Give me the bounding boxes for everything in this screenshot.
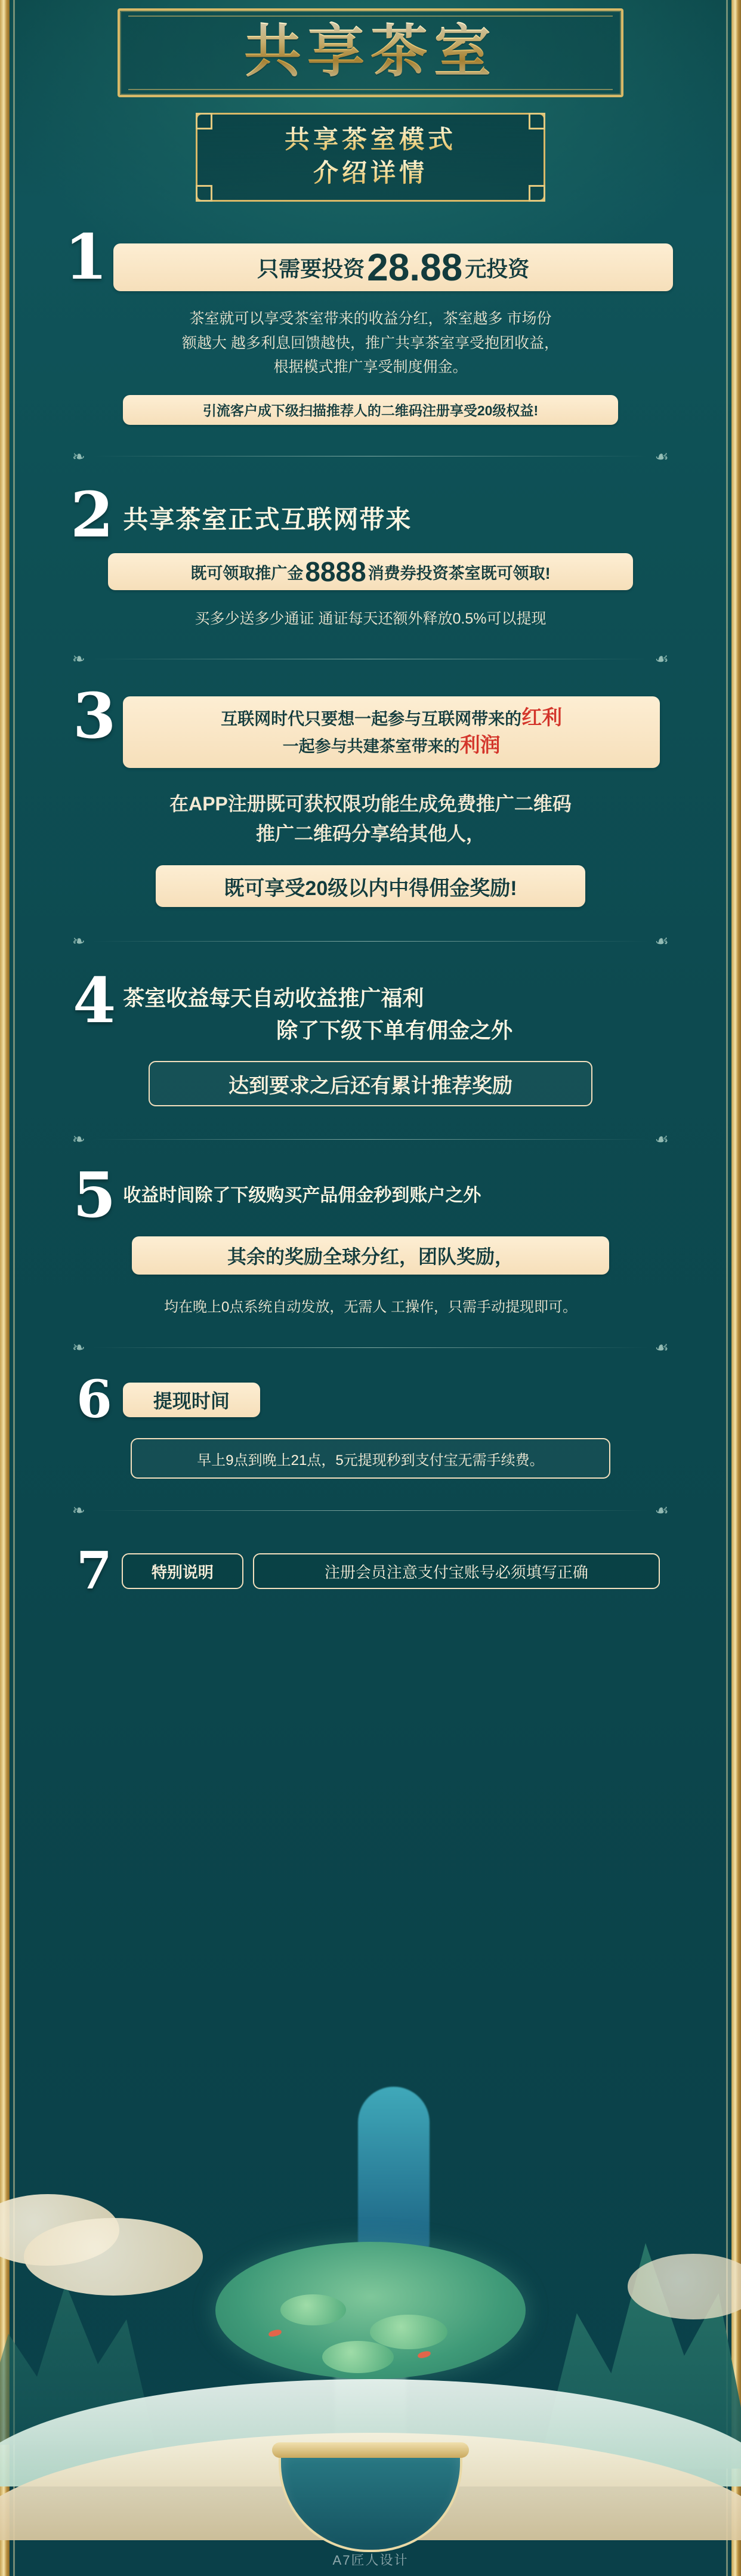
section-6-detail-bar (131, 1438, 610, 1479)
section-3 (39, 679, 702, 907)
section-6-number: 6 (76, 1369, 112, 1430)
section-3-line2-pre: 一起参与共建茶室带来的 (282, 738, 460, 756)
lily-pad-1 (280, 2294, 346, 2325)
section-3-bar-line-1 (221, 705, 562, 732)
section-1-headline-pre: 只需要投资 (257, 256, 365, 281)
section-5 (39, 1158, 702, 1316)
corner-ornament (196, 185, 212, 202)
lily-pad-2 (370, 2315, 447, 2349)
divider-5 (72, 1340, 669, 1355)
section-3-body (39, 789, 702, 849)
celestial-figure (358, 2087, 430, 2266)
flourish-left-icon: ❧ (72, 1501, 85, 1520)
section-2-amount: 8888 (305, 556, 366, 588)
teapot-rim (272, 2442, 469, 2458)
section-5-bar-text: 其余的奖励全球分红，团队奖励， (227, 1246, 514, 1268)
section-3-number: 3 (73, 679, 116, 753)
section-1-body-line-1: 茶室就可以享受茶室带来的收益分红，茶室越多 市场份 (189, 310, 552, 328)
section-4-number: 4 (73, 964, 116, 1038)
section-6-label: 提现时间 (153, 1390, 230, 1412)
section-2-title: 共享茶室正式互联网带来 (123, 505, 412, 533)
section-3-line2-highlight: 利润 (459, 734, 501, 757)
section-1-highlight-text: 引流客户成下级扫描推荐人的二维码注册享受20级权益! (202, 403, 539, 419)
section-3-bar-line-2 (283, 732, 501, 760)
section-2-bar (108, 553, 633, 590)
title-frame (118, 8, 623, 97)
subtitle-line-2: 介绍详情 (203, 156, 538, 190)
divider-4 (72, 1131, 669, 1147)
section-4-highlight-text: 达到要求之后还有累计推荐奖励 (229, 1074, 512, 1097)
flourish-left-icon: ❧ (72, 1130, 85, 1149)
divider-line (91, 941, 649, 942)
section-1-headline-post: 元投资 (465, 256, 530, 281)
flourish-right-icon: ☙ (654, 1338, 669, 1357)
divider-line (91, 1139, 649, 1140)
section-5-number: 5 (73, 1158, 116, 1232)
corner-ornament (529, 185, 545, 202)
section-5-line-1: 收益时间除了下级购买产品佣金秒到账户之外 (123, 1186, 481, 1206)
section-4-line-1: 茶室收益每天自动收益推广福利 (123, 986, 424, 1011)
section-1-headline-bar (113, 243, 673, 291)
section-1-body (39, 307, 702, 380)
cloud-left-2 (24, 2218, 203, 2296)
watermark: A7匠人设计 (332, 2553, 409, 2568)
flourish-left-icon: ❧ (72, 1338, 85, 1357)
section-6-label-bar (123, 1383, 260, 1417)
page-title: 共享茶室 (120, 21, 621, 82)
section-1-body-line-3: 根据模式推广享受制度佣金。 (273, 359, 468, 376)
section-4 (39, 964, 702, 1106)
flourish-left-icon: ❧ (72, 447, 85, 465)
section-5-bar (132, 1236, 609, 1275)
flourish-right-icon: ☙ (654, 447, 669, 465)
section-3-line1-pre: 互联网时代只要想一起参与互联网带来的 (221, 709, 522, 729)
section-7-detail-bar (253, 1553, 660, 1589)
subtitle-badge (196, 113, 545, 202)
section-6-detail-text: 早上9点到晚上21点，5元提现秒到支付宝无需手续费。 (197, 1452, 544, 1469)
lily-pad-3 (322, 2341, 394, 2373)
section-3-highlight-text: 既可享受20级以内中得佣金奖励! (224, 877, 517, 900)
section-7-label: 特别说明 (151, 1563, 214, 1581)
flourish-left-icon: ❧ (72, 650, 85, 668)
section-3-body-line-1: 在APP注册既可获权限功能生成免费推广二维码 (169, 793, 572, 815)
section-2-number: 2 (70, 477, 114, 551)
corner-ornament (196, 113, 212, 129)
section-6 (39, 1369, 702, 1479)
section-4-line-2: 除了下级下单有佣金之外 (276, 1018, 513, 1043)
section-1-highlight-bar (123, 395, 618, 425)
divider-6 (72, 1503, 669, 1518)
bottom-illustration (0, 1943, 741, 2576)
section-1-body-line-2: 额越大 越多利息回馈越快，推广共享茶室享受抱团收益， (182, 334, 559, 351)
section-3-body-line-2: 推广二维码分享给其他人， (255, 822, 485, 844)
section-2-bar-post: 消费券投资茶室既可领取! (368, 564, 551, 582)
divider-2 (72, 651, 669, 667)
section-2-bar-pre: 既可领取推广金 (190, 564, 304, 582)
section-1-number: 1 (64, 220, 108, 294)
flourish-right-icon: ☙ (654, 1130, 669, 1149)
divider-line (91, 1347, 649, 1348)
section-5-note: 均在晚上0点系统自动发放，无需人 工操作，只需手动提现即可。 (163, 1299, 577, 1316)
section-7-detail-text: 注册会员注意支付宝账号必须填写正确 (324, 1563, 588, 1581)
flourish-left-icon: ❧ (72, 932, 85, 951)
flourish-right-icon: ☙ (654, 932, 669, 951)
divider-3 (72, 933, 669, 949)
section-2 (39, 477, 702, 629)
divider-1 (72, 449, 669, 464)
flourish-right-icon: ☙ (654, 1501, 669, 1520)
section-3-highlight-bar (156, 865, 585, 907)
section-4-highlight-bar (149, 1061, 592, 1106)
poster-header (0, 0, 741, 202)
divider-line (91, 1510, 649, 1511)
subtitle-line-1: 共享茶室模式 (203, 123, 538, 157)
section-1-amount: 28.88 (367, 246, 463, 289)
flourish-right-icon: ☙ (654, 650, 669, 668)
section-3-bar (123, 696, 660, 768)
section-2-note: 买多少送多少通证 通证每天还额外释放0.5%可以提现 (194, 610, 547, 628)
section-7 (39, 1541, 702, 1602)
section-1 (39, 220, 702, 425)
corner-ornament (529, 113, 545, 129)
section-7-number: 7 (76, 1541, 112, 1602)
section-3-line1-highlight: 红利 (521, 707, 563, 730)
section-7-label-bar (122, 1553, 243, 1589)
